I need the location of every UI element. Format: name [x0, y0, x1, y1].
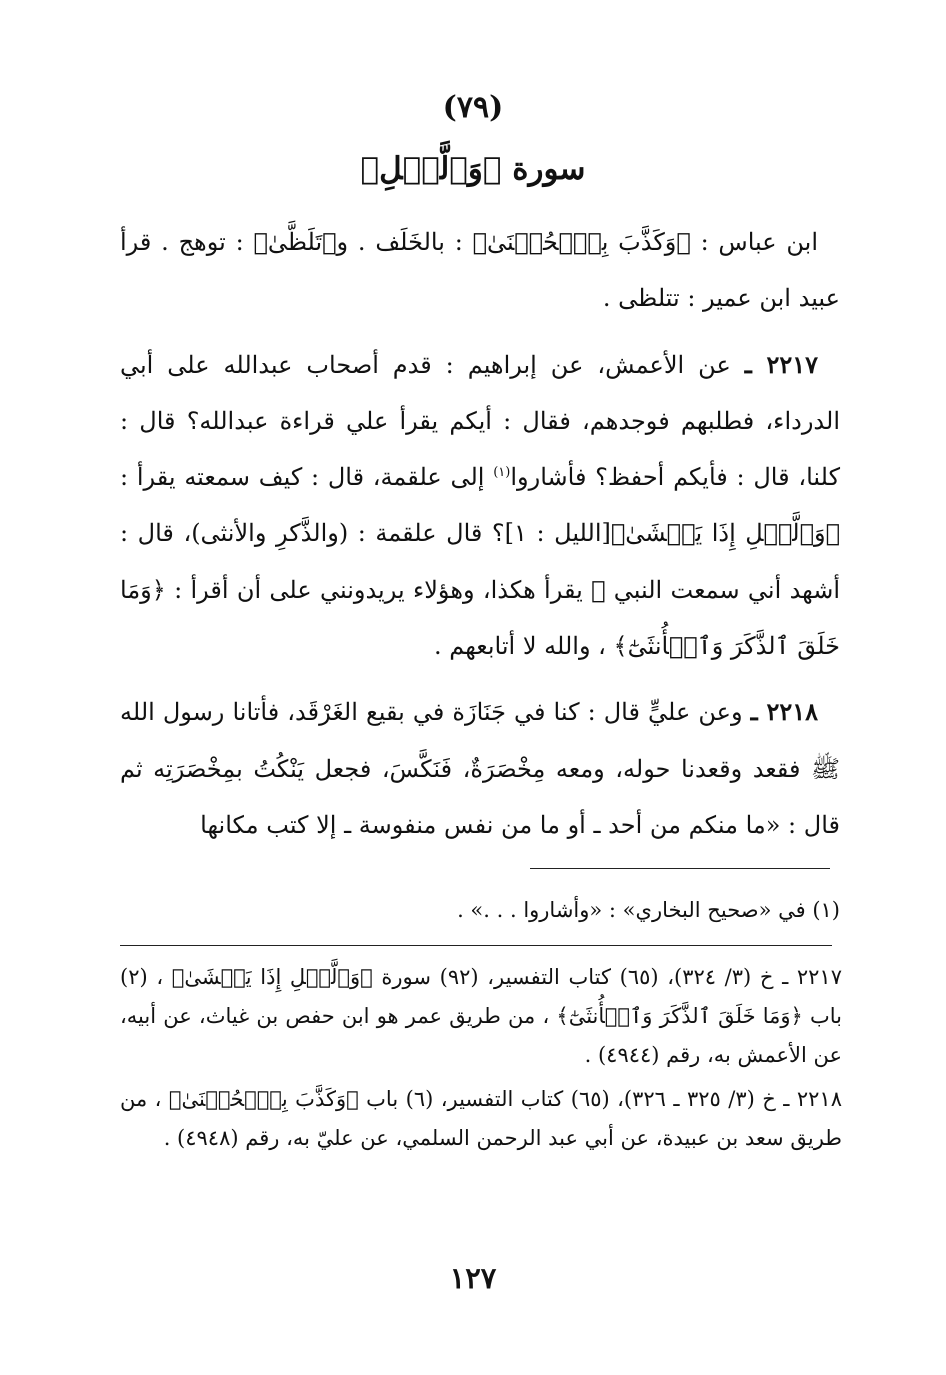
source-item-2217: ٢٢١٧ ـ خ (٣/ ٣٢٤)، (٦٥) كتاب التفسير، (٩٢) سورة ﴿وَٱلَّيۡلِ إِذَا يَغۡشَىٰ﴾ ، (٢) باب ﴿وَمَا خَلَقَ ٱلذَّكَرَ وَٱلۡأُنثَىٰٓ﴾ ، من طريق عمر هو ابن حفص بن غياث، عن أبيه، عن الأعمش به، رقم (٤٩٤٤) . [120, 965, 842, 1067]
hadith-text-continued: إلى علقمة، قال : كيف سمعته يقرأ : ﴿وَٱلَّيۡلِ إِذَا يَغۡشَىٰ﴾[الليل : ١]؟ قال علقمة : (والذَّكرِ والأنثى)، قال : أشهد أني سمعت النبي ﷺ يقرأ هكذا، وهؤلاء يريدونني على أن أقرأ : ﴿وَمَا خَلَقَ ٱلذَّكَرَ وَٱلۡأُنثَىٰٓ﴾ ، والله لا أتابعهم . [120, 463, 840, 661]
hadith-text: وعن عليٍّ قال : كنا في جَنَازَة في بقيع الغَرْقَد، فأتانا رسول الله ﷺ فقعد وقعدنا حوله، ومعه مِخْصَرَةٌ، فَنَكَّسَ، فجعل يَنْكُتُ بمِخْصَرَتِه ثم قال : «ما منكم من أحد ـ أو ما من نفس منفوسة ـ إلا كتب مكانها [120, 698, 840, 839]
footnote-divider [530, 868, 830, 869]
hadith-2217 [120, 337, 840, 675]
hadith-2218 [120, 684, 840, 853]
hadith-number: ٢٢١٧ ـ [744, 349, 818, 379]
page-number: ١٢٧ [449, 1261, 497, 1295]
surah-title: سورة ﴿وَٱلَّيۡلِ﴾ [360, 151, 586, 187]
footnote: (١) في «صحيح البخاري» : «وأشاروا . . .» . [457, 898, 840, 922]
footnote-marker[interactable]: (١) [493, 465, 511, 481]
chapter-number: (٧٩) [442, 90, 504, 125]
sources-section [120, 958, 842, 1163]
main-text [120, 214, 840, 863]
sources-divider [120, 945, 832, 946]
hadith-number: ٢٢١٨ ـ [750, 697, 818, 727]
source-item-2218: ٢٢١٨ ـ خ (٣/ ٣٢٥ ـ ٣٢٦)، (٦٥) كتاب التفسير، (٦) باب ﴿وَكَذَّبَ بِٱلۡحُسۡنَىٰ﴾ ، من طريق سعد بن عبيدة، عن أبي عبد الرحمن السلمي، عن عليّ به، رقم (٤٩٤٨) . [120, 1087, 842, 1150]
hadith-text: عن الأعمش، عن إبراهيم : قدم أصحاب عبدالله على أبي الدرداء، فطلبهم فوجدهم، فقال : أيكم يقرأ علي قراءة عبدالله؟ قال : كلنا، قال : فأيكم أحفظ؟ فأشاروا [120, 350, 841, 492]
intro-paragraph: ابن عباس : ﴿وَكَذَّبَ بِٱلۡحُسۡنَىٰ﴾ : بالخَلَف . و﴿تَلَظَّىٰ﴾ : توهج . قرأ عبيد ابن عمير : تتلظى . [120, 228, 840, 313]
